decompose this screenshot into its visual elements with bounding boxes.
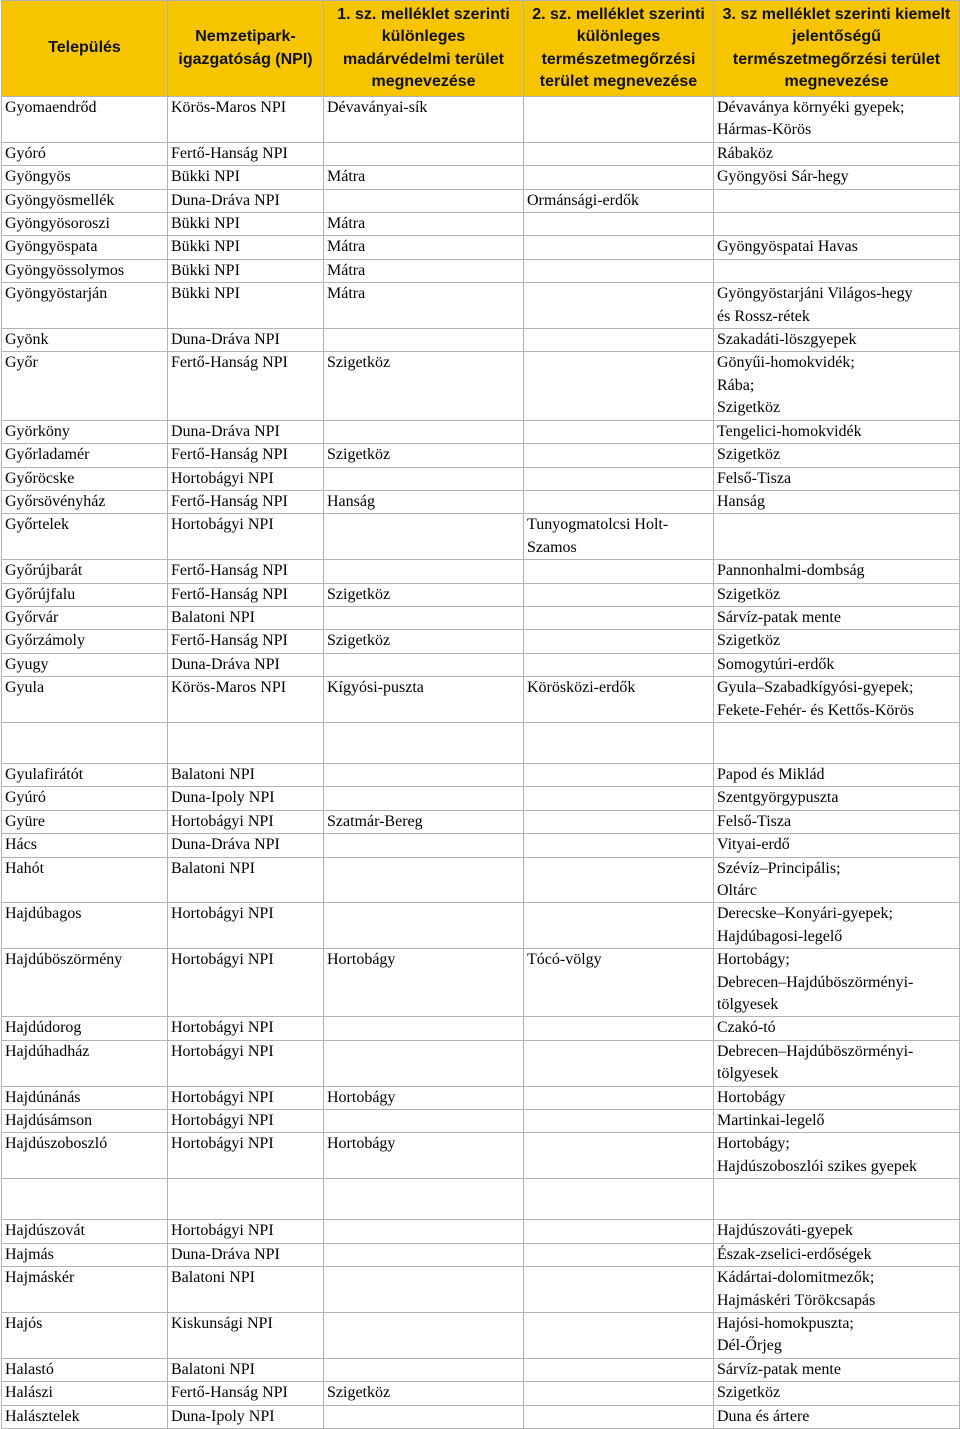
bird-area-cell <box>324 1017 524 1040</box>
npi-cell: Fertő-Hanság NPI <box>168 444 324 467</box>
conservation-area-cell <box>524 1358 714 1381</box>
npi-cell: Hortobágyi NPI <box>168 1133 324 1179</box>
spacer-row <box>2 1179 960 1220</box>
table-row <box>2 444 960 467</box>
table-row <box>2 1133 960 1179</box>
conservation-area-cell <box>524 1243 714 1266</box>
spacer-cell <box>524 1179 714 1220</box>
conservation-area-cell: Ormánsági-erdők <box>524 189 714 212</box>
header-row <box>2 1 960 97</box>
table-row <box>2 1110 960 1133</box>
npi-cell: Fertő-Hanság NPI <box>168 1382 324 1405</box>
spacer-cell <box>324 722 524 763</box>
npi-cell: Balatoni NPI <box>168 606 324 629</box>
conservation-area-cell <box>524 1110 714 1133</box>
settlement-cell: Győrújbarát <box>2 560 168 583</box>
spacer-cell <box>2 1179 168 1220</box>
npi-cell: Fertő-Hanság NPI <box>168 630 324 653</box>
priority-area-cell: Duna és ártere <box>714 1405 960 1428</box>
conservation-area-cell <box>524 166 714 189</box>
settlement-cell: Halastó <box>2 1358 168 1381</box>
spacer-cell <box>168 722 324 763</box>
npi-cell: Hortobágyi NPI <box>168 1110 324 1133</box>
table-row <box>2 949 960 1017</box>
conservation-area-cell <box>524 420 714 443</box>
conservation-area-cell <box>524 259 714 282</box>
priority-area-cell: Szévíz–Principális; Oltárc <box>714 857 960 903</box>
header-settlement: Település <box>2 1 168 97</box>
conservation-area-cell <box>524 606 714 629</box>
conservation-area-cell: Körösközi-erdők <box>524 677 714 723</box>
bird-area-cell: Hortobágy <box>324 1086 524 1109</box>
settlement-cell: Gyugy <box>2 653 168 676</box>
bird-area-cell: Hanság <box>324 490 524 513</box>
bird-area-cell <box>324 1267 524 1313</box>
priority-area-cell: Hortobágy; Debrecen–Hajdúböszörményi- tölgyesek <box>714 949 960 1017</box>
priority-area-cell: Vityai-erdő <box>714 834 960 857</box>
settlement-cell: Gyula <box>2 677 168 723</box>
priority-area-cell <box>714 189 960 212</box>
table-row <box>2 1017 960 1040</box>
npi-cell: Balatoni NPI <box>168 1358 324 1381</box>
conservation-area-cell <box>524 857 714 903</box>
settlement-cell: Hajdúböszörmény <box>2 949 168 1017</box>
conservation-area-cell <box>524 1040 714 1086</box>
settlement-cell: Hajdúhadház <box>2 1040 168 1086</box>
table-row <box>2 467 960 490</box>
table-row <box>2 606 960 629</box>
bird-area-cell: Szigetköz <box>324 630 524 653</box>
bird-area-cell <box>324 903 524 949</box>
priority-area-cell: Pannonhalmi-dombság <box>714 560 960 583</box>
npi-cell: Hortobágyi NPI <box>168 810 324 833</box>
npi-cell: Duna-Ipoly NPI <box>168 1405 324 1428</box>
settlement-cell: Hajdúdorog <box>2 1017 168 1040</box>
priority-area-cell: Gyöngyöstarjáni Világos-hegy és Rossz-rétek <box>714 283 960 329</box>
npi-cell: Duna-Dráva NPI <box>168 189 324 212</box>
spacer-cell <box>524 722 714 763</box>
npi-cell: Duna-Ipoly NPI <box>168 787 324 810</box>
bird-area-cell <box>324 514 524 560</box>
settlement-cell: Gyóró <box>2 142 168 165</box>
table-row <box>2 630 960 653</box>
table-row <box>2 259 960 282</box>
npi-cell: Hortobágyi NPI <box>168 1040 324 1086</box>
priority-area-cell: Gyöngyöspatai Havas <box>714 236 960 259</box>
conservation-area-cell <box>524 1133 714 1179</box>
table-row <box>2 653 960 676</box>
settlement-cell: Gyomaendrőd <box>2 97 168 143</box>
priority-area-cell: Szigetköz <box>714 630 960 653</box>
bird-area-cell <box>324 1110 524 1133</box>
settlement-cell: Hajdúbagos <box>2 903 168 949</box>
priority-area-cell: Kádártai-dolomitmezők; Hajmáskéri Törökcsapás <box>714 1267 960 1313</box>
priority-area-cell: Derecske–Konyári-gyepek; Hajdúbagosi-legelő <box>714 903 960 949</box>
bird-area-cell: Hortobágy <box>324 949 524 1017</box>
conservation-area-cell <box>524 583 714 606</box>
table-row <box>2 329 960 352</box>
bird-area-cell <box>324 329 524 352</box>
npi-cell: Bükki NPI <box>168 236 324 259</box>
settlement-cell: Hajdúszoboszló <box>2 1133 168 1179</box>
bird-area-cell <box>324 606 524 629</box>
table-row <box>2 97 960 143</box>
conservation-area-cell: Tunyogmatolcsi Holt- Szamos <box>524 514 714 560</box>
conservation-area-cell <box>524 467 714 490</box>
npi-cell: Duna-Dráva NPI <box>168 329 324 352</box>
conservation-area-cell <box>524 142 714 165</box>
npi-cell: Duna-Dráva NPI <box>168 420 324 443</box>
priority-area-cell: Hajdúszováti-gyepek <box>714 1220 960 1243</box>
npi-cell: Hortobágyi NPI <box>168 1017 324 1040</box>
table-row <box>2 787 960 810</box>
priority-area-cell: Észak-zselici-erdőségek <box>714 1243 960 1266</box>
bird-area-cell: Kígyósi-puszta <box>324 677 524 723</box>
bird-area-cell: Szigetköz <box>324 352 524 420</box>
priority-area-cell: Dévaványa környéki gyepek; Hármas-Körös <box>714 97 960 143</box>
header-conservation-area: 2. sz. melléklet szerinti különleges természetmegőrzési terület megnevezése <box>524 1 714 97</box>
conservation-area-cell <box>524 1017 714 1040</box>
table-row <box>2 857 960 903</box>
conservation-area-cell <box>524 329 714 352</box>
settlement-cell: Győröcske <box>2 467 168 490</box>
npi-cell: Fertő-Hanság NPI <box>168 142 324 165</box>
header-bird-area: 1. sz. melléklet szerinti különleges madárvédelmi terület megnevezése <box>324 1 524 97</box>
table-row <box>2 1220 960 1243</box>
priority-area-cell: Gyöngyösi Sár-hegy <box>714 166 960 189</box>
conservation-area-cell <box>524 213 714 236</box>
conservation-area-cell <box>524 630 714 653</box>
table-row <box>2 514 960 560</box>
conservation-area-cell <box>524 810 714 833</box>
settlement-cell: Hajós <box>2 1312 168 1358</box>
npi-cell: Hortobágyi NPI <box>168 903 324 949</box>
conservation-area-cell <box>524 283 714 329</box>
conservation-area-cell <box>524 834 714 857</box>
conservation-area-cell <box>524 1405 714 1428</box>
priority-area-cell: Felső-Tisza <box>714 810 960 833</box>
settlement-cell: Hajdúszovát <box>2 1220 168 1243</box>
conservation-area-cell <box>524 653 714 676</box>
settlement-cell: Hajdúsámson <box>2 1110 168 1133</box>
bird-area-cell: Szigetköz <box>324 583 524 606</box>
settlement-cell: Gyöngyösoroszi <box>2 213 168 236</box>
bird-area-cell: Szigetköz <box>324 444 524 467</box>
priority-area-cell: Szentgyörgypuszta <box>714 787 960 810</box>
settlement-cell: Győr <box>2 352 168 420</box>
header-priority-area: 3. sz melléklet szerinti kiemelt jelentőségű természetmegőrzési terület megnevezése <box>714 1 960 97</box>
table-row <box>2 1405 960 1428</box>
bird-area-cell <box>324 787 524 810</box>
table-row <box>2 166 960 189</box>
table-row <box>2 1358 960 1381</box>
spacer-cell <box>324 1179 524 1220</box>
npi-cell: Hortobágyi NPI <box>168 467 324 490</box>
priority-area-cell: Gyula–Szabadkígyósi-gyepek; Fekete-Fehér- és Kettős-Körös <box>714 677 960 723</box>
bird-area-cell <box>324 142 524 165</box>
table-row <box>2 189 960 212</box>
bird-area-cell <box>324 420 524 443</box>
table-row <box>2 490 960 513</box>
bird-area-cell: Mátra <box>324 283 524 329</box>
settlement-cell: Gyúró <box>2 787 168 810</box>
settlement-cell: Hajmás <box>2 1243 168 1266</box>
npi-cell: Bükki NPI <box>168 166 324 189</box>
bird-area-cell: Mátra <box>324 166 524 189</box>
priority-area-cell: Szigetköz <box>714 444 960 467</box>
bird-area-cell <box>324 763 524 786</box>
conservation-area-cell <box>524 763 714 786</box>
priority-area-cell: Felső-Tisza <box>714 467 960 490</box>
settlement-cell: Győrújfalu <box>2 583 168 606</box>
settlement-cell: Hács <box>2 834 168 857</box>
npi-cell: Fertő-Hanság NPI <box>168 490 324 513</box>
conservation-area-cell <box>524 787 714 810</box>
table-row <box>2 236 960 259</box>
table-row <box>2 560 960 583</box>
npi-cell: Bükki NPI <box>168 213 324 236</box>
priority-area-cell: Martinkai-legelő <box>714 1110 960 1133</box>
npi-cell: Bükki NPI <box>168 259 324 282</box>
table-row <box>2 583 960 606</box>
npi-cell: Hortobágyi NPI <box>168 514 324 560</box>
bird-area-cell: Hortobágy <box>324 1133 524 1179</box>
bird-area-cell <box>324 1312 524 1358</box>
table-row <box>2 1086 960 1109</box>
priority-area-cell: Hortobágy <box>714 1086 960 1109</box>
priority-area-cell: Papod és Miklád <box>714 763 960 786</box>
conservation-area-cell <box>524 1312 714 1358</box>
conservation-area-cell <box>524 444 714 467</box>
priority-area-cell: Szigetköz <box>714 583 960 606</box>
settlement-cell: Gyöngyöspata <box>2 236 168 259</box>
npi-cell: Balatoni NPI <box>168 763 324 786</box>
npi-cell: Hortobágyi NPI <box>168 1220 324 1243</box>
settlement-cell: Hajmáskér <box>2 1267 168 1313</box>
conservation-area-cell <box>524 1086 714 1109</box>
settlement-cell: Györköny <box>2 420 168 443</box>
conservation-area-cell <box>524 352 714 420</box>
bird-area-cell: Mátra <box>324 259 524 282</box>
conservation-area-cell <box>524 236 714 259</box>
settlement-table <box>1 0 960 1429</box>
priority-area-cell <box>714 259 960 282</box>
table-row <box>2 1267 960 1313</box>
bird-area-cell <box>324 1220 524 1243</box>
table-row <box>2 810 960 833</box>
bird-area-cell: Szigetköz <box>324 1382 524 1405</box>
priority-area-cell: Hajósi-homokpuszta; Dél-Őrjeg <box>714 1312 960 1358</box>
spacer-cell <box>2 722 168 763</box>
table-row <box>2 763 960 786</box>
priority-area-cell: Somogytúri-erdők <box>714 653 960 676</box>
conservation-area-cell <box>524 560 714 583</box>
settlement-cell: Győrvár <box>2 606 168 629</box>
settlement-cell: Győrladamér <box>2 444 168 467</box>
bird-area-cell <box>324 653 524 676</box>
settlement-cell: Gyüre <box>2 810 168 833</box>
npi-cell: Fertő-Hanság NPI <box>168 583 324 606</box>
bird-area-cell <box>324 1358 524 1381</box>
npi-cell: Fertő-Hanság NPI <box>168 352 324 420</box>
bird-area-cell <box>324 857 524 903</box>
bird-area-cell <box>324 1243 524 1266</box>
settlement-cell: Hajdúnánás <box>2 1086 168 1109</box>
spacer-cell <box>714 722 960 763</box>
table-row <box>2 1243 960 1266</box>
settlement-cell: Gyöngyösmellék <box>2 189 168 212</box>
header-npi: Nemzetipark- igazgatóság (NPI) <box>168 1 324 97</box>
priority-area-cell <box>714 514 960 560</box>
npi-cell: Balatoni NPI <box>168 857 324 903</box>
table-row <box>2 142 960 165</box>
priority-area-cell: Szigetköz <box>714 1382 960 1405</box>
conservation-area-cell <box>524 1220 714 1243</box>
npi-cell: Bükki NPI <box>168 283 324 329</box>
table-body <box>2 97 960 1429</box>
table-row <box>2 352 960 420</box>
settlement-cell: Győrzámoly <box>2 630 168 653</box>
conservation-area-cell: Tócó-völgy <box>524 949 714 1017</box>
table-row <box>2 213 960 236</box>
priority-area-cell: Hortobágy; Hajdúszoboszlói szikes gyepek <box>714 1133 960 1179</box>
bird-area-cell <box>324 1040 524 1086</box>
conservation-area-cell <box>524 490 714 513</box>
spacer-cell <box>168 1179 324 1220</box>
settlement-cell: Halászi <box>2 1382 168 1405</box>
npi-cell: Fertő-Hanság NPI <box>168 560 324 583</box>
table-row <box>2 1382 960 1405</box>
conservation-area-cell <box>524 1267 714 1313</box>
bird-area-cell: Szatmár-Bereg <box>324 810 524 833</box>
npi-cell: Kiskunsági NPI <box>168 1312 324 1358</box>
bird-area-cell <box>324 189 524 212</box>
spacer-row <box>2 722 960 763</box>
bird-area-cell <box>324 560 524 583</box>
bird-area-cell <box>324 467 524 490</box>
priority-area-cell <box>714 213 960 236</box>
priority-area-cell: Sárvíz-patak mente <box>714 606 960 629</box>
npi-cell: Duna-Dráva NPI <box>168 653 324 676</box>
npi-cell: Körös-Maros NPI <box>168 97 324 143</box>
bird-area-cell: Dévaványai-sík <box>324 97 524 143</box>
priority-area-cell: Sárvíz-patak mente <box>714 1358 960 1381</box>
bird-area-cell <box>324 834 524 857</box>
settlement-cell: Gyönk <box>2 329 168 352</box>
table-row <box>2 1040 960 1086</box>
npi-cell: Duna-Dráva NPI <box>168 1243 324 1266</box>
priority-area-cell: Czakó-tó <box>714 1017 960 1040</box>
settlement-cell: Gyöngyössolymos <box>2 259 168 282</box>
table-row <box>2 834 960 857</box>
settlement-cell: Halásztelek <box>2 1405 168 1428</box>
settlement-cell: Gyöngyöstarján <box>2 283 168 329</box>
spacer-cell <box>714 1179 960 1220</box>
conservation-area-cell <box>524 903 714 949</box>
table-row <box>2 677 960 723</box>
priority-area-cell: Gönyűi-homokvidék; Rába; Szigetköz <box>714 352 960 420</box>
bird-area-cell <box>324 1405 524 1428</box>
table-row <box>2 420 960 443</box>
settlement-cell: Győrsövényház <box>2 490 168 513</box>
bird-area-cell: Mátra <box>324 236 524 259</box>
npi-cell: Duna-Dráva NPI <box>168 834 324 857</box>
settlement-cell: Győrtelek <box>2 514 168 560</box>
table-row <box>2 903 960 949</box>
npi-cell: Hortobágyi NPI <box>168 949 324 1017</box>
conservation-area-cell <box>524 1382 714 1405</box>
settlement-cell: Hahót <box>2 857 168 903</box>
table-row <box>2 1312 960 1358</box>
priority-area-cell: Rábaköz <box>714 142 960 165</box>
npi-cell: Hortobágyi NPI <box>168 1086 324 1109</box>
priority-area-cell: Hanság <box>714 490 960 513</box>
npi-cell: Balatoni NPI <box>168 1267 324 1313</box>
bird-area-cell: Mátra <box>324 213 524 236</box>
npi-cell: Körös-Maros NPI <box>168 677 324 723</box>
priority-area-cell: Szakadáti-löszgyepek <box>714 329 960 352</box>
priority-area-cell: Debrecen–Hajdúböszörményi- tölgyesek <box>714 1040 960 1086</box>
settlement-cell: Gyulafirátót <box>2 763 168 786</box>
settlement-cell: Gyöngyös <box>2 166 168 189</box>
conservation-area-cell <box>524 97 714 143</box>
table-row <box>2 283 960 329</box>
priority-area-cell: Tengelici-homokvidék <box>714 420 960 443</box>
